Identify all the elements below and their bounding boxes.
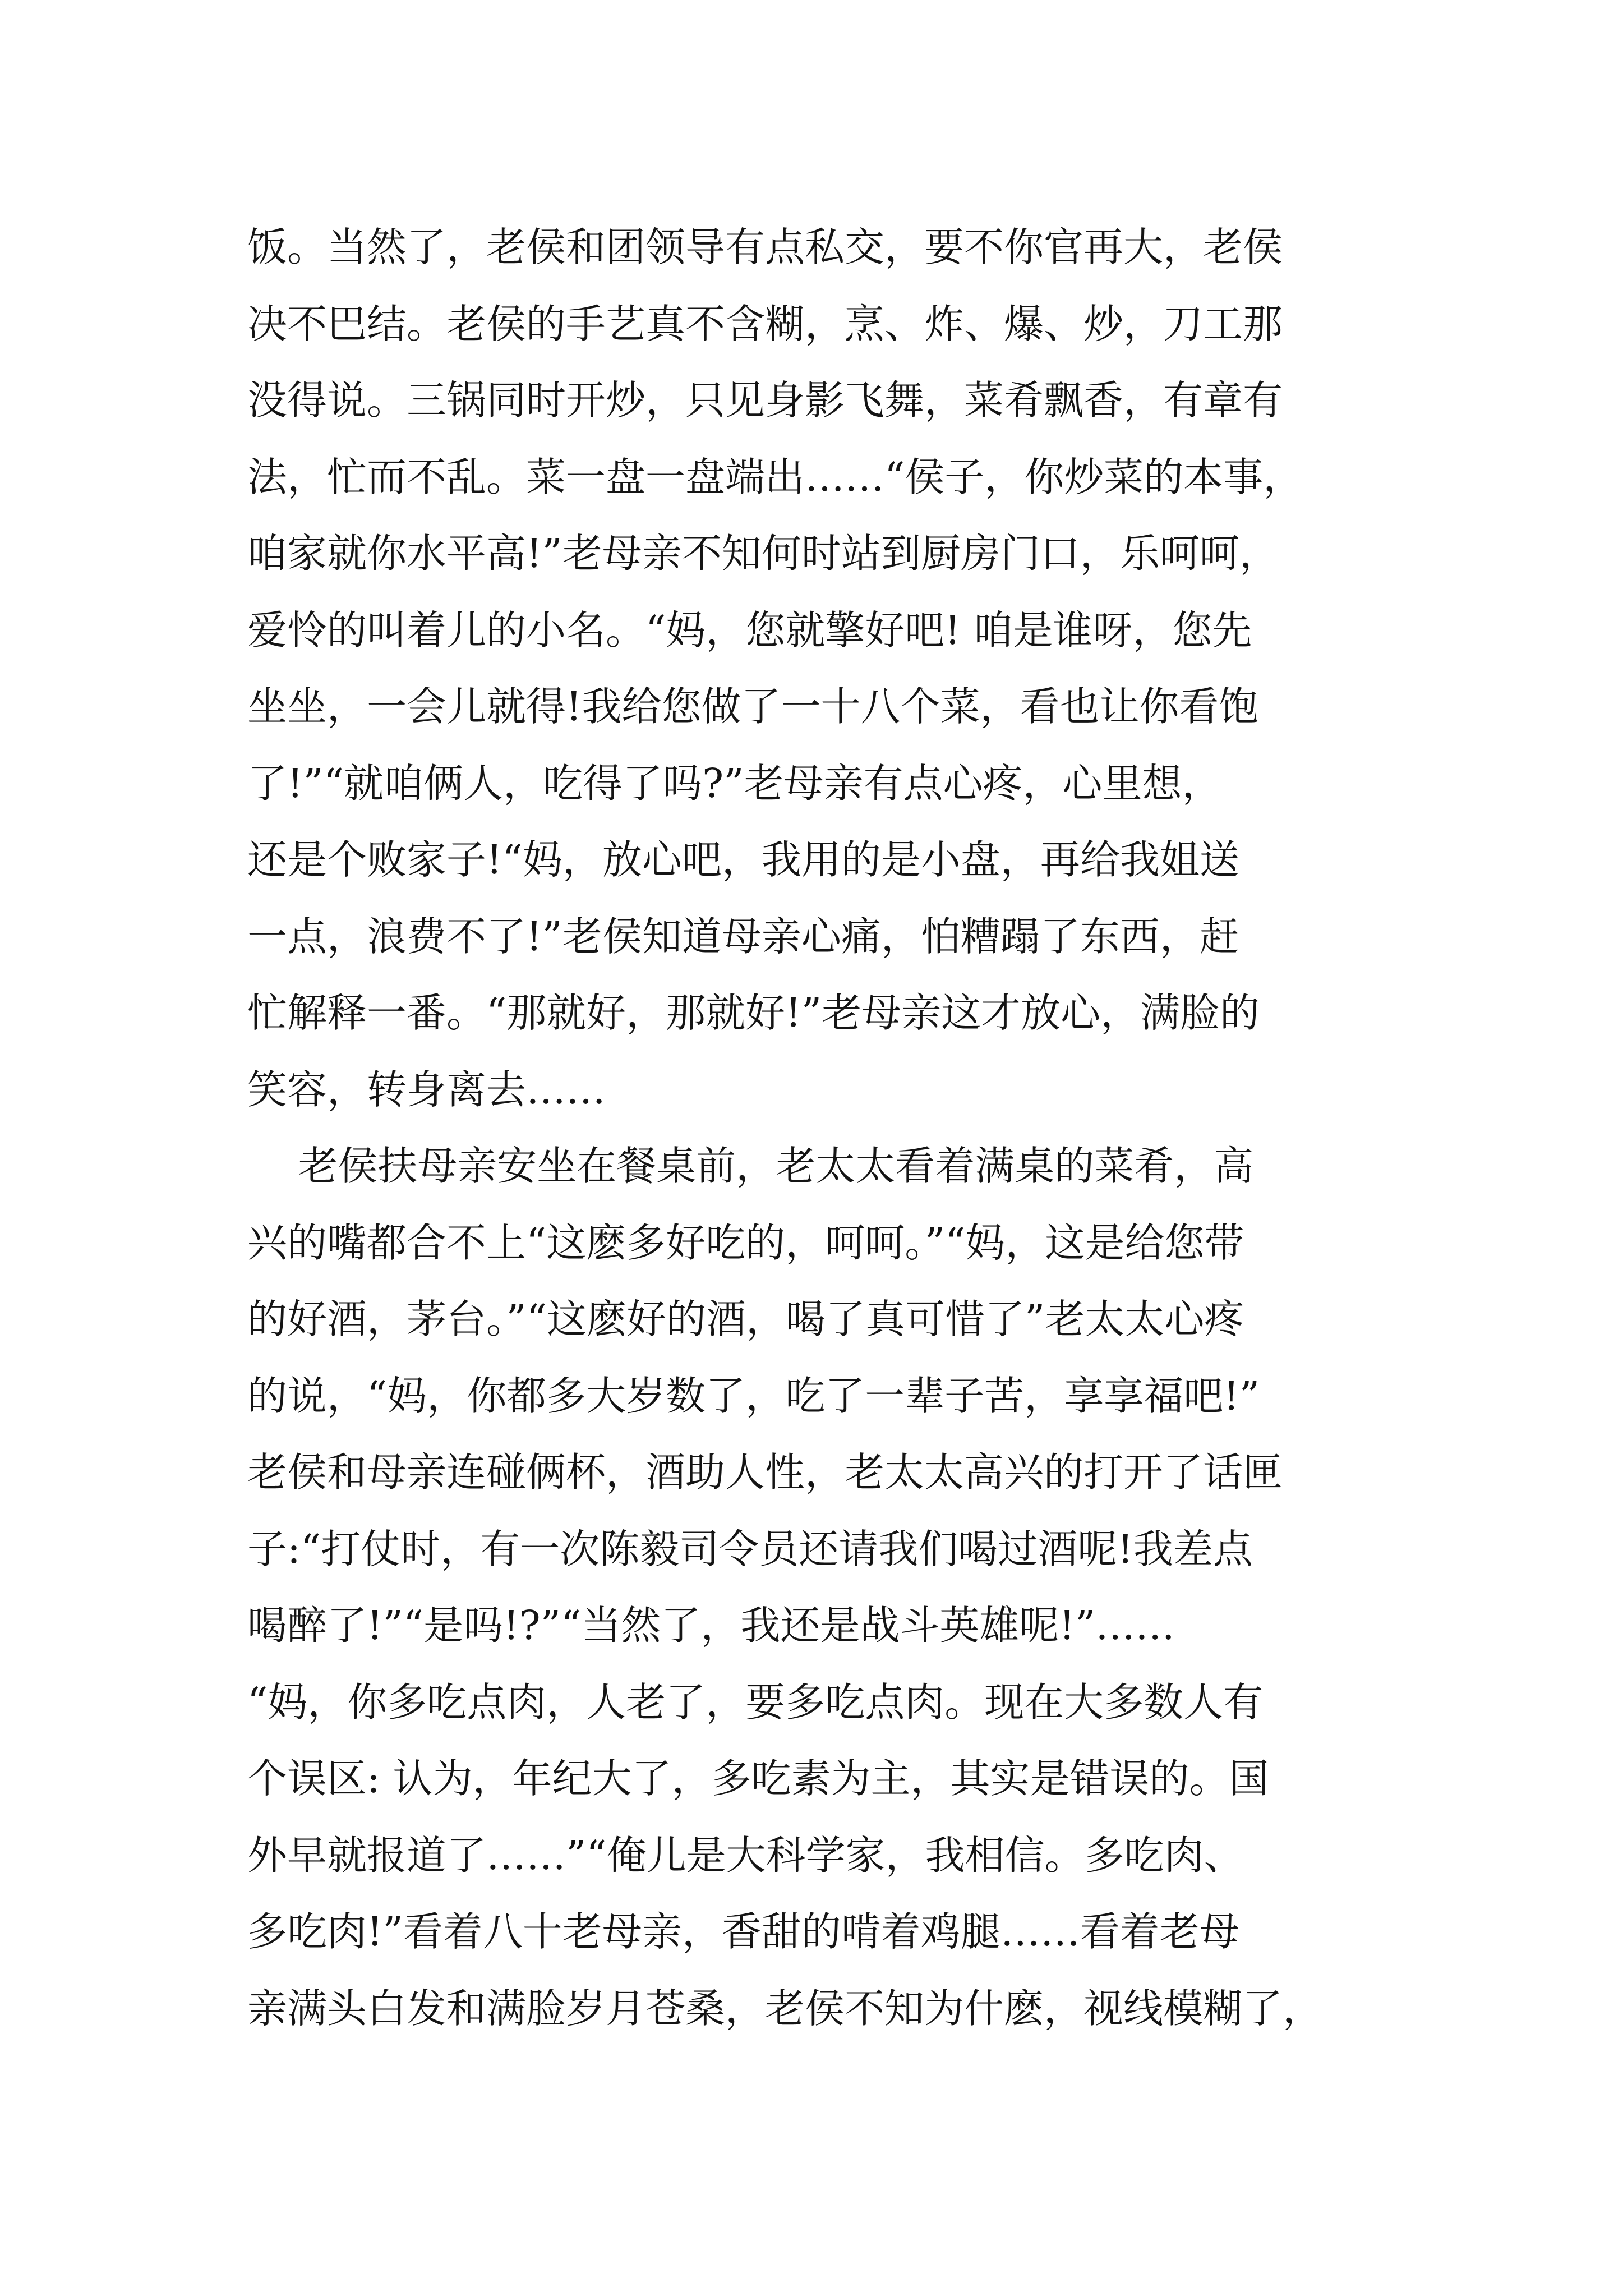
text-line: 个误区: 认为，年纪大了，多吃素为主，其实是错误的。国 bbox=[247, 1755, 1269, 1802]
text-line: 坐坐，一会儿就得!我给您做了一十八个菜，看也让你看饱 bbox=[247, 683, 1259, 730]
text-line: 子:“打仗时，有一次陈毅司令员还请我们喝过酒呢!我差点 bbox=[247, 1525, 1253, 1572]
text-line: 兴的嘴都合不上“这麽多好吃的，呵呵。”“妈，这是给您带 bbox=[247, 1219, 1244, 1266]
text-line: 喝醉了!”“是吗!?”“当然了，我还是战斗英雄呢!”…… bbox=[247, 1602, 1175, 1649]
text-line: 亲满头白发和满脸岁月苍桑，老侯不知为什麽，视线模糊了， bbox=[247, 1985, 1323, 2032]
text-line: 多吃肉!”看着八十老母亲，香甜的啃着鸡腿……看着老母 bbox=[247, 1908, 1239, 1955]
text-line: 老侯扶母亲安坐在餐桌前，老太太看着满桌的菜肴，高 bbox=[247, 1143, 1254, 1189]
text-line: 老侯和母亲连碰俩杯，酒助人性，老太太高兴的打开了话匣 bbox=[247, 1449, 1283, 1496]
text-line: 的说，“妈，你都多大岁数了，吃了一辈子苦，享享福吧!” bbox=[247, 1372, 1260, 1419]
text-line: 爱怜的叫着儿的小名。“妈，您就擎好吧! 咱是谁呀，您先 bbox=[247, 606, 1252, 654]
text-line: 法，忙而不乱。菜一盘一盘端出……“侯子，你炒菜的本事， bbox=[247, 453, 1303, 500]
text-line: 了!”“就咱俩人，吃得了吗?”老母亲有点心疼，心里想， bbox=[247, 760, 1222, 807]
text-line: 咱家就你水平高!”老母亲不知何时站到厨房门口，乐呵呵， bbox=[247, 530, 1279, 577]
text-line: 忙解释一番。“那就好，那就好!”老母亲这才放心，满脸的 bbox=[247, 990, 1260, 1036]
text-line: 的好酒，茅台。”“这麽好的酒，喝了真可惜了”老太太心疼 bbox=[247, 1296, 1244, 1342]
text-line: 一点，浪费不了!”老侯知道母亲心痛，怕糟蹋了东西，赶 bbox=[247, 913, 1239, 960]
body-text bbox=[247, 209, 1391, 2047]
text-line: 笑容，转身离去…… bbox=[247, 1066, 606, 1113]
text-line: 还是个败家子!“妈，放心吧，我用的是小盘，再给我姐送 bbox=[247, 836, 1239, 883]
text-line: 决不巴结。老侯的手艺真不含糊，烹、炸、爆、炒，刀工那 bbox=[247, 300, 1283, 347]
text-line: 饭。当然了，老侯和团领导有点私交，要不你官再大，老侯 bbox=[247, 224, 1283, 270]
text-line: 外早就报道了……”“俺儿是大科学家，我相信。多吃肉、 bbox=[247, 1832, 1244, 1879]
text-line: “妈，你多吃点肉，人老了，要多吃点肉。现在大多数人有 bbox=[247, 1678, 1264, 1726]
text-line: 没得说。三锅同时开炒，只见身影飞舞，菜肴飘香，有章有 bbox=[247, 377, 1283, 424]
